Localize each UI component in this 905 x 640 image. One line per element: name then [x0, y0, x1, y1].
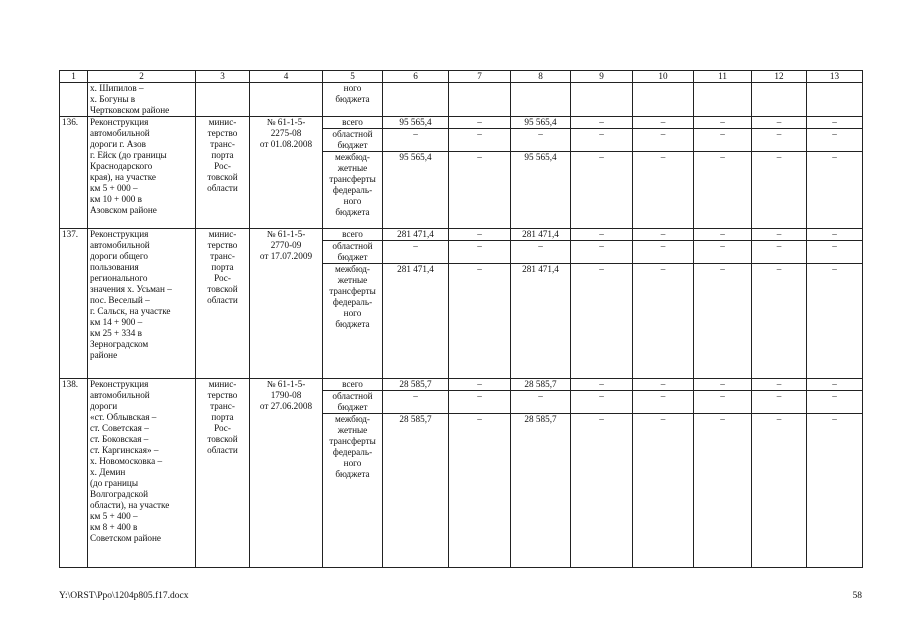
column-number: 6 — [383, 71, 449, 83]
value-cell: – — [807, 152, 863, 229]
value-cell: – — [752, 152, 807, 229]
value-cell: – — [694, 117, 752, 129]
document-ref: № 61-1-5- 2770-09 от 17.07.2009 — [250, 229, 323, 379]
value-cell: 281 471,4 — [383, 264, 449, 379]
column-number: 4 — [250, 71, 323, 83]
table-row — [60, 83, 863, 117]
object-name: Реконструкция автомобильной дороги общего пользования регионального значения х. Усьман – пос. Веселый – г. Сальск, на участке км 14 + 900 – км 25 + 334 в Зерноградском районе — [88, 229, 196, 379]
value-cell: – — [633, 379, 694, 391]
value-cell: – — [752, 129, 807, 152]
customer: минис- терство транс- порта Рос- товской области — [196, 379, 250, 568]
value-cell: – — [571, 117, 633, 129]
column-number: 3 — [196, 71, 250, 83]
value-cell: – — [633, 152, 694, 229]
value-cell: – — [752, 264, 807, 379]
value-cell: – — [449, 379, 511, 391]
document-cell — [250, 83, 323, 117]
column-number: 9 — [571, 71, 633, 83]
value-cell: – — [694, 152, 752, 229]
funding-source: областной бюджет — [323, 241, 383, 264]
value-cell: – — [571, 264, 633, 379]
value-cell: – — [633, 414, 694, 568]
value-cell: – — [633, 391, 694, 414]
object-name: Реконструкция автомобильной дороги г. Азов г. Ейск (до границы Краснодарского края), на участке км 5 + 000 – км 10 + 000 в Азовском районе — [88, 117, 196, 229]
funding-source: ного бюджета — [323, 83, 383, 117]
value-cell: 95 565,4 — [383, 152, 449, 229]
value-cell: – — [694, 264, 752, 379]
column-number: 8 — [511, 71, 571, 83]
column-number: 11 — [694, 71, 752, 83]
value-cell: – — [571, 391, 633, 414]
column-number: 7 — [449, 71, 511, 83]
value-cell — [633, 83, 694, 117]
object-name: х. Шипилов – х. Богуны в Чертковском районе — [88, 83, 196, 117]
value-cell — [694, 83, 752, 117]
value-cell: 95 565,4 — [511, 117, 571, 129]
value-cell: 281 471,4 — [383, 229, 449, 241]
value-cell: – — [449, 241, 511, 264]
value-cell: – — [752, 117, 807, 129]
value-cell: – — [633, 229, 694, 241]
value-cell: – — [694, 391, 752, 414]
customer: минис- терство транс- порта Рос- товской области — [196, 229, 250, 379]
value-cell: – — [511, 241, 571, 264]
value-cell: – — [383, 391, 449, 414]
funding-source: областной бюджет — [323, 391, 383, 414]
value-cell: – — [807, 414, 863, 568]
value-cell — [752, 83, 807, 117]
value-cell: – — [807, 229, 863, 241]
value-cell: – — [694, 379, 752, 391]
value-cell: – — [449, 414, 511, 568]
column-number-row — [60, 71, 863, 83]
value-cell: – — [633, 241, 694, 264]
value-cell: – — [694, 129, 752, 152]
table-row — [60, 229, 863, 241]
object-name: Реконструкция автомобильной дороги «ст. Облывская – ст. Советская – ст. Боковская – ст. Каргинская» – х. Новомосковка – х. Демин (до границы Волгоградской области), на участке км 5 + 400 – км 8 + 400 в Советском районе — [88, 379, 196, 568]
footer-page-number: 58 — [852, 591, 862, 601]
document-ref: № 61-1-5- 2275-08 от 01.08.2008 — [250, 117, 323, 229]
value-cell: 28 585,7 — [511, 414, 571, 568]
column-number: 12 — [752, 71, 807, 83]
value-cell: 95 565,4 — [511, 152, 571, 229]
value-cell: – — [449, 129, 511, 152]
table-row — [60, 379, 863, 391]
value-cell: – — [807, 117, 863, 129]
value-cell: – — [449, 117, 511, 129]
value-cell: – — [752, 414, 807, 568]
value-cell: – — [694, 414, 752, 568]
value-cell: – — [752, 241, 807, 264]
value-cell: – — [511, 391, 571, 414]
value-cell: – — [752, 379, 807, 391]
funding-source: всего — [323, 117, 383, 129]
value-cell: – — [633, 264, 694, 379]
value-cell: – — [752, 391, 807, 414]
customer-cell — [196, 83, 250, 117]
value-cell: – — [383, 241, 449, 264]
row-number-cell — [60, 83, 88, 117]
value-cell: 95 565,4 — [383, 117, 449, 129]
value-cell: – — [807, 379, 863, 391]
funding-source: всего — [323, 229, 383, 241]
value-cell — [807, 83, 863, 117]
value-cell: – — [511, 129, 571, 152]
funding-source: межбюд- жетные трансферты федераль- ного бюджета — [323, 264, 383, 379]
value-cell: – — [633, 129, 694, 152]
value-cell: – — [807, 391, 863, 414]
document-ref: № 61-1-5- 1790-08 от 27.06.2008 — [250, 379, 323, 568]
column-number: 2 — [88, 71, 196, 83]
value-cell: – — [807, 129, 863, 152]
value-cell: – — [449, 391, 511, 414]
value-cell: – — [571, 129, 633, 152]
table-row — [60, 117, 863, 129]
value-cell — [571, 83, 633, 117]
row-number: 138. — [60, 379, 88, 568]
funding-source: всего — [323, 379, 383, 391]
row-number: 136. — [60, 117, 88, 229]
value-cell: – — [807, 241, 863, 264]
value-cell: – — [449, 229, 511, 241]
column-number: 10 — [633, 71, 694, 83]
funding-source: областной бюджет — [323, 129, 383, 152]
customer: минис- терство транс- порта Рос- товской области — [196, 117, 250, 229]
value-cell: – — [571, 229, 633, 241]
value-cell — [511, 83, 571, 117]
value-cell: – — [571, 241, 633, 264]
funding-source: межбюд- жетные трансферты федераль- ного бюджета — [323, 152, 383, 229]
funding-source: межбюд- жетные трансферты федераль- ного бюджета — [323, 414, 383, 568]
value-cell: – — [694, 229, 752, 241]
value-cell: – — [752, 229, 807, 241]
value-cell: 28 585,7 — [383, 379, 449, 391]
value-cell: – — [807, 264, 863, 379]
budget-table — [59, 70, 863, 568]
column-number: 5 — [323, 71, 383, 83]
value-cell: – — [571, 152, 633, 229]
value-cell: – — [571, 414, 633, 568]
value-cell: – — [449, 152, 511, 229]
value-cell: – — [633, 117, 694, 129]
footer-file-path: Y:\ORST\Ppo\1204p805.f17.docx — [59, 591, 189, 601]
value-cell — [383, 83, 449, 117]
value-cell: 28 585,7 — [511, 379, 571, 391]
row-number: 137. — [60, 229, 88, 379]
value-cell: – — [449, 264, 511, 379]
column-number: 1 — [60, 71, 88, 83]
value-cell: 28 585,7 — [383, 414, 449, 568]
value-cell: – — [694, 241, 752, 264]
value-cell: – — [383, 129, 449, 152]
value-cell — [449, 83, 511, 117]
column-number: 13 — [807, 71, 863, 83]
value-cell: 281 471,4 — [511, 229, 571, 241]
value-cell: – — [571, 379, 633, 391]
value-cell: 281 471,4 — [511, 264, 571, 379]
